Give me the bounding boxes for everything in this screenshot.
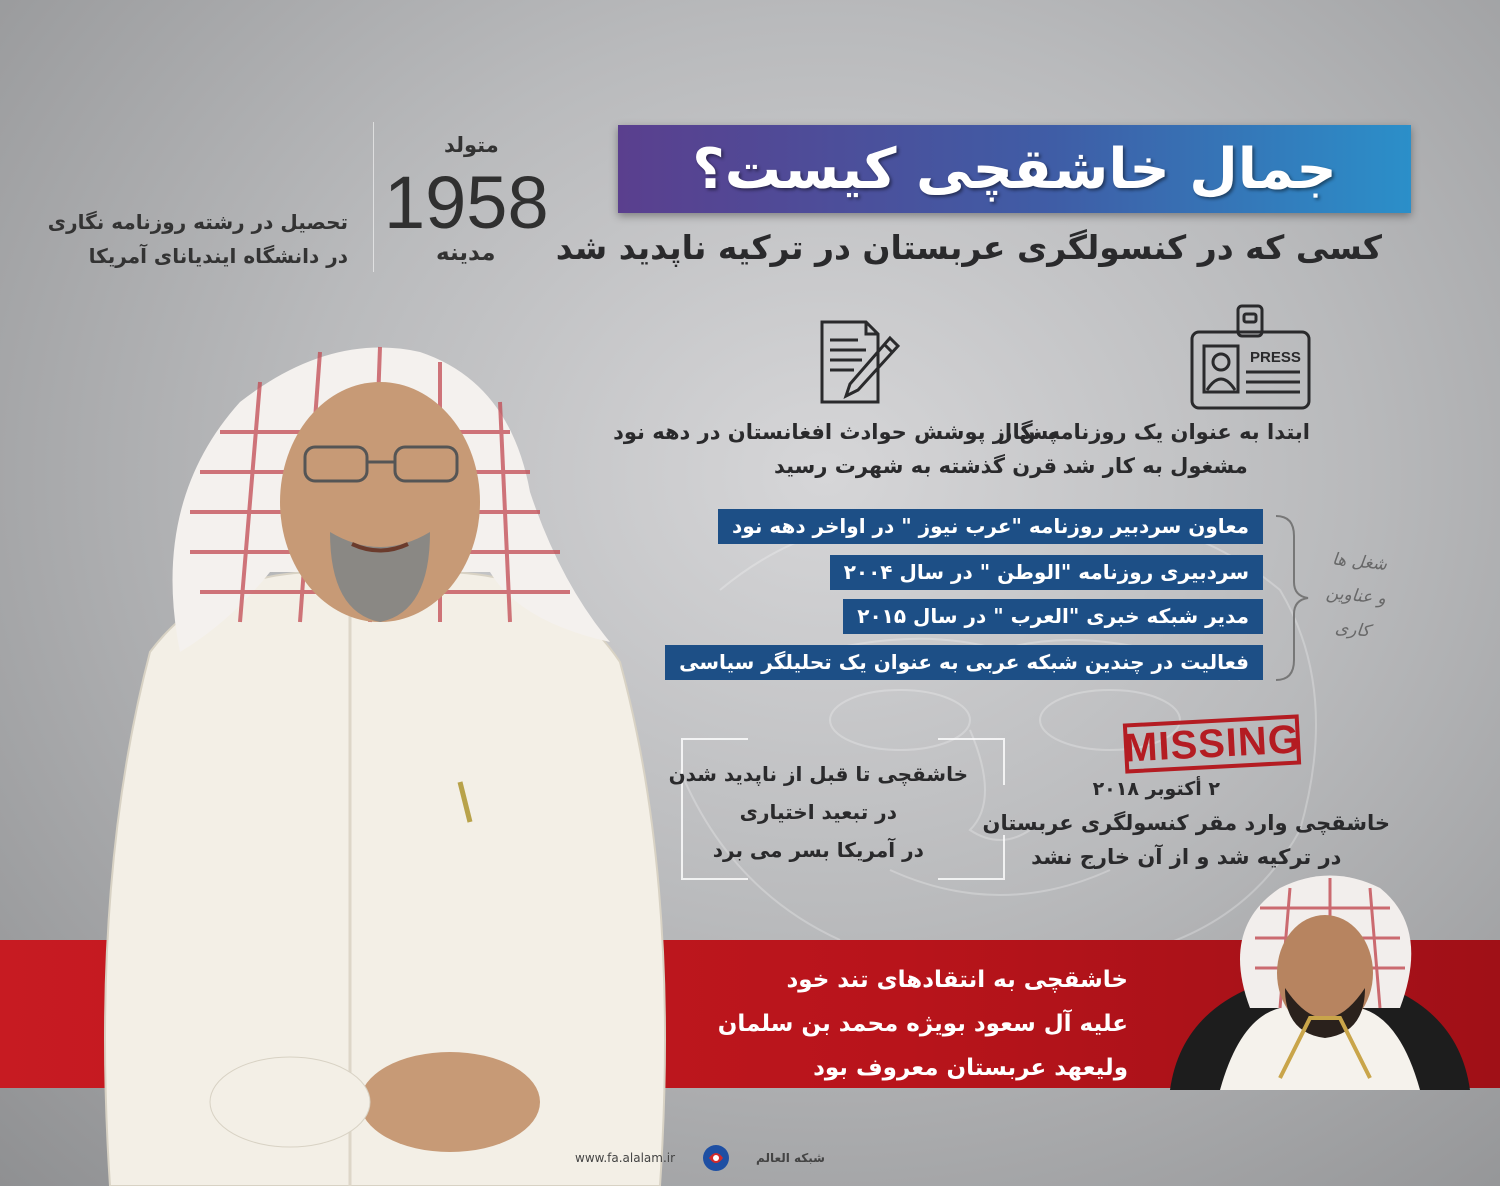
education-text (48, 205, 348, 273)
missing-line-2: در ترکیه شد و از آن خارج نشد (1031, 845, 1342, 869)
position-strip: سردبیری روزنامه "الوطن " در سال ۲۰۰۴ (830, 555, 1263, 590)
missing-date: ۲ أکتوبر ۲۰۱۸ (1092, 778, 1220, 800)
alalam-logo-icon (701, 1143, 731, 1173)
fame-line-2: قرن گذشته به شهرت رسید (773, 454, 1057, 478)
exile-line-1: خاشقچی تا قبل از ناپدید شدن (668, 762, 968, 786)
exile-line-2: در تبعید اختیاری (739, 800, 897, 824)
fame-text (613, 415, 1057, 483)
exile-text (669, 755, 968, 869)
press-card-text: PRESS (1250, 349, 1301, 366)
vertical-divider (373, 122, 374, 272)
footer-url[interactable]: www.fa.alalam.ir (575, 1151, 676, 1165)
education-line-2: در دانشگاه ایندیانای آمریکا (88, 244, 348, 268)
criticism-line-1: خاشقچی به انتقادهای تند خود (786, 967, 1128, 993)
page-title: جمال خاشقچی کیست؟ (692, 136, 1337, 202)
side-note-line-2: و عناوین (1325, 582, 1387, 610)
position-strip: فعالیت در چندین شبکه عربی به عنوان یک تحلیلگر سیاسی (665, 645, 1263, 680)
press-card-icon (1188, 302, 1313, 412)
missing-stamp (1122, 713, 1302, 774)
subtitle: کسی که در کنسولگری عربستان در ترکیه ناپدید شد (555, 228, 1382, 267)
career-start-line-2: مشغول به کار شد (1062, 454, 1248, 478)
born-year: 1958 (384, 161, 549, 244)
side-note (1311, 541, 1401, 651)
footer-brand-name: شبکه العالم (756, 1151, 825, 1165)
criticism-text (718, 958, 1128, 1090)
title-banner (618, 125, 1411, 213)
mbs-portrait (1160, 868, 1480, 1090)
criticism-line-3: ولیعهد عربستان معروف بود (813, 1055, 1128, 1081)
exile-line-3: در آمریکا بسر می برد (712, 838, 924, 862)
khashoggi-portrait (90, 322, 670, 1186)
missing-line-1: خاشقچی وارد مقر کنسولگری عربستان (982, 811, 1390, 835)
born-label: متولد (444, 133, 499, 157)
position-strip: مدیر شبکه خبری "العرب " در سال ۲۰۱۵ (843, 599, 1263, 634)
career-start-line-1: ابتدا به عنوان یک روزنامه نگار (1000, 420, 1310, 444)
side-note-line-3: کاری (1334, 618, 1371, 642)
document-pen-icon (818, 318, 900, 406)
side-note-line-1: شغل ها (1331, 549, 1388, 575)
footer (575, 1140, 825, 1176)
criticism-line-2: علیه آل سعود بویژه محمد بن سلمان (717, 1011, 1128, 1037)
education-line-1: تحصیل در رشته روزنامه نگاری (47, 210, 348, 234)
missing-stamp-text: MISSING (1122, 716, 1301, 771)
position-strip: معاون سردبیر روزنامه "عرب نیوز " در اواخر دهه نود (718, 509, 1263, 544)
missing-description (983, 806, 1390, 874)
born-city: مدینه (436, 240, 496, 266)
fame-line-1: پس از پوشش حوادث افغانستان در دهه نود (613, 420, 1057, 444)
